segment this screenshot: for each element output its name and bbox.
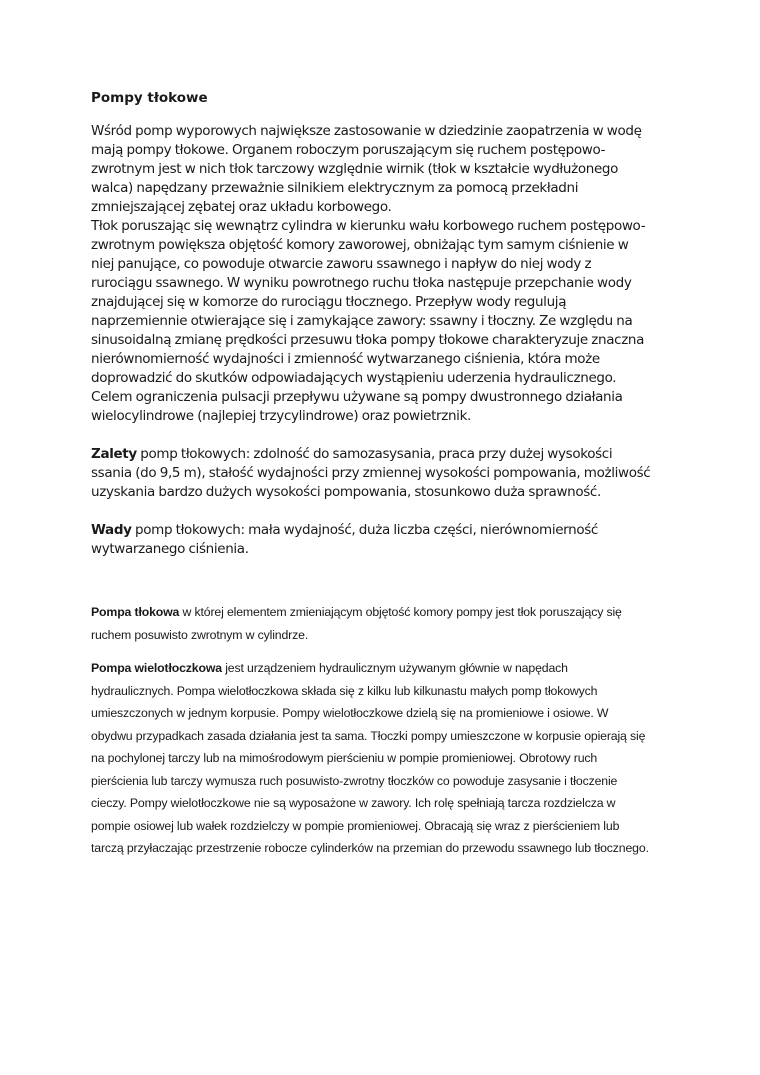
multi-piston-pump-text: jest urządzeniem hydraulicznym używanym głównie w napędach hydraulicznych. Pompa wielotłoczkowa składa się z kilku lub kilkunastu małych pomp tłokowych umieszczonych w jednym korpusie. Pompy wielotłoczkowe dzielą się na promieniowe i osiowe. W obydwu przypadkach zasada działania jest ta sama. Tłoczki pompy umieszczone w korpusie opierają się na pochylonej tarczy lub na mimośrodowym pierścieniu w pompie promieniowej. Obrotowy ruch pierścienia lub tarczy wymusza ruch posuwisto-zwrotny tłoczków co powoduje zasysanie i tłoczenie cieczy. Pompy wielotłoczkowe nie są wyposażone w zawory. Ich rolę spełniają tarcza rozdzielcza w pompie osiowej lub wałek rozdzielczy w pompie promieniowej. Obracają się wraz z pierścieniem lub tarczą przyłaczając przestrzenie robocze cylinderków na przemian do przewodu ssawnego lub tłocznego. — [91, 661, 649, 855]
multi-piston-pump-paragraph — [91, 657, 651, 860]
intro-paragraph-1: Wśród pomp wyporowych największe zastosowanie w dziedzinie zaopatrzenia w wodę mają pompy tłokowe. Organem roboczym poruszającym się ruchem postępowo-zwrotnym jest w nich tłok tarczowy względnie wirnik (tłok w kształcie wydłużonego walca) napędzany przeważnie silnikiem elektrycznym za pomocą przekładni zmniejszającej zębatej oraz układu korbowego. — [91, 123, 642, 215]
advantages-text: pomp tłokowych: zdolność do samozasysania, praca przy dużej wysokości ssania (do 9,5 m), stałość wydajności przy zmiennej wysokości pompowania, możliwość uzyskania bardzo dużych wysokości pompowania, stosunkowo duża sprawność. — [91, 446, 651, 500]
multi-piston-pump-label: Pompa wielotłoczkowa — [91, 661, 222, 675]
disadvantages-paragraph — [91, 521, 651, 559]
main-section — [91, 122, 651, 559]
advantages-paragraph — [91, 445, 651, 502]
piston-pump-text: w której elementem zmieniającym objętość komory pompy jest tłok poruszający się ruchem posuwisto zwrotnym w cylindrze. — [91, 605, 622, 642]
document-title: Pompy tłokowe — [91, 90, 208, 106]
pump-types-section — [91, 601, 651, 860]
disadvantages-label: Wady — [91, 522, 132, 538]
piston-pump-paragraph — [91, 601, 651, 646]
intro-paragraph-2: Tłok poruszając się wewnątrz cylindra w kierunku wału korbowego ruchem postępowo-zwrotnym powiększa objętość komory zaworowej, obniżając tym samym ciśnienie w niej panujące, co powoduje otwarcie zaworu ssawnego i napływ do niej wody z rurociągu ssawnego. W wyniku powrotnego ruchu tłoka następuje przepchanie wody znajdującej się w komorze do rurociągu tłocznego. Przepływ wody regulują naprzemiennie otwierające się i zamykające zawory: ssawny i tłoczny. Ze względu na sinusoidalną zmianę prędkości przesuwu tłoka pompy tłokowe charakteryzuje znaczna nierównomierność wydajności i zmienność wytwarzanego ciśnienia, która może doprowadzić do skutków odpowiadających wystąpieniu uderzenia hydraulicznego. Celem ograniczenia pulsacji przepływu używane są pompy dwustronnego działania wielocylindrowe (najlepiej trzycylindrowe) oraz powietrznik. — [91, 218, 646, 424]
disadvantages-text: pomp tłokowych: mała wydajność, duża liczba części, nierównomierność wytwarzanego ciśnienia. — [91, 522, 599, 557]
advantages-label: Zalety — [91, 446, 137, 462]
piston-pump-label: Pompa tłokowa — [91, 605, 180, 619]
